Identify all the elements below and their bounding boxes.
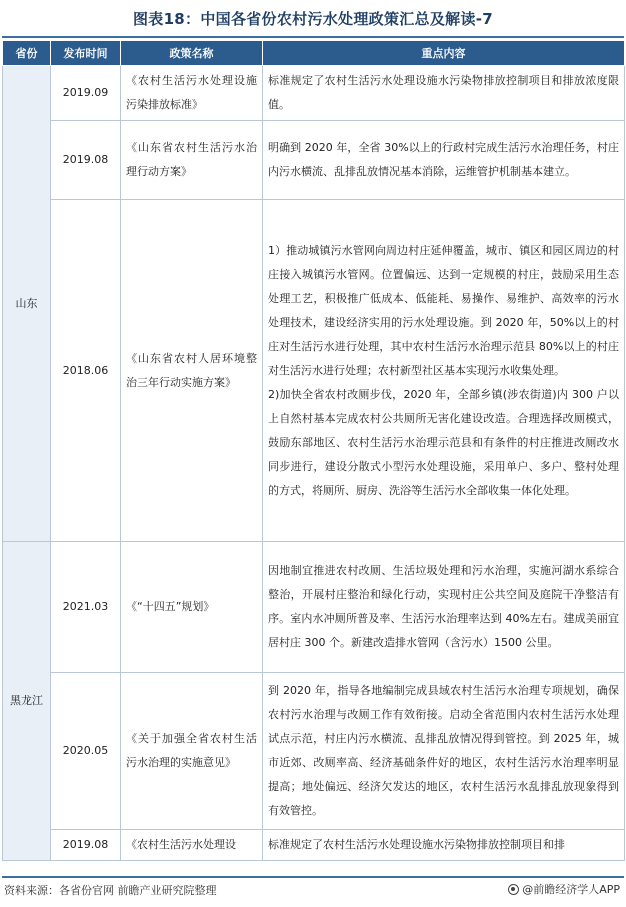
policy-name-cell: 《山东省农村人居环境整治三年行动实施方案》: [121, 200, 263, 542]
table-row: [3, 673, 625, 830]
content-cell: [263, 200, 625, 542]
content-paragraph: 2)加快全省农村改厕步伐，2020 年，全部乡镇(涉农街道)内 300 户以上自然村基本完成农村公共厕所无害化建设改造。合理选择改厕模式，鼓励东部地区、农村生活污水治理示范县和有条件的村庄推进改厕改水同步进行，建设分散式小型污水处理设施，采用单户、多户、整村处理的方式，将厕所、厨房、洗浴等生活污水全部收集一体化处理。: [268, 387, 619, 497]
date-cell: 2019.09: [51, 66, 121, 121]
chart-title: 图表18：中国各省份农村污水处理政策汇总及解读-7: [132, 10, 494, 28]
content-cell: [263, 673, 625, 830]
policy-name-cell: 《山东省农村生活污水治理行动方案》: [121, 121, 263, 200]
header-province: 省份: [3, 41, 51, 66]
header-key-content: 重点内容: [263, 41, 625, 66]
content-paragraph: 明确到 2020 年，全省 30%以上的行政村完成生活污水治理任务，村庄内污水横流、乱排乱放情况基本消除，运维管护机制基本建立。: [268, 141, 619, 178]
content-paragraph: 标准规定了农村生活污水处理设施水污染物排放控制项目和排放浓度限值。: [268, 74, 619, 111]
content-cell: [263, 542, 625, 673]
policy-name-cell: 《“十四五”规划》: [121, 542, 263, 673]
content-paragraph: 1）推动城镇污水管网向周边村庄延伸覆盖，城市、镇区和园区周边的村庄接入城镇污水管网。位置偏远、达到一定规模的村庄，鼓励采用生态处理工艺，积极推广低成本、低能耗、易操作、易维护、高效率的污水处理技术，建设经济实用的污水处理设施。到 2020 年，50%以上的村庄对生活污水进行处理，其中农村生活污水治理示范县 80%以上的村庄对生活污水进行处理；农村新型社区基本实现污水收集处理。: [268, 243, 619, 377]
policy-name-cell: 《关于加强全省农村生活污水治理的实施意见》: [121, 673, 263, 830]
credit: [508, 881, 620, 897]
content-cell: [263, 121, 625, 200]
header-policy-name: 政策名称: [121, 41, 263, 66]
credit-text: @前瞻经济学人APP: [522, 883, 620, 896]
policy-table: [2, 40, 625, 861]
table-row: [3, 200, 625, 542]
date-cell: 2020.05: [51, 673, 121, 830]
content-paragraph: 标准规定了农村生活污水处理设施水污染物排放控制项目和排: [268, 838, 565, 851]
date-cell: 2019.08: [51, 121, 121, 200]
header-date: 发布时间: [51, 41, 121, 66]
policy-name-cell: 《农村生活污水处理设: [121, 830, 263, 861]
table-row: [3, 830, 625, 861]
title-divider: [2, 36, 624, 38]
qianzhan-logo-icon: [508, 884, 519, 895]
table-header-row: [3, 41, 625, 66]
province-cell: 山东: [3, 66, 51, 542]
content-cell: [263, 830, 625, 861]
date-cell: 2021.03: [51, 542, 121, 673]
table-row: [3, 121, 625, 200]
date-cell: 2019.08: [51, 830, 121, 861]
footer-divider: [2, 876, 624, 878]
table-row: [3, 542, 625, 673]
date-cell: 2018.06: [51, 200, 121, 542]
province-cell: 黑龙江: [3, 542, 51, 861]
content-paragraph: 到 2020 年，指导各地编制完成县域农村生活污水治理专项规划，确保农村污水治理与改厕工作有效衔接。启动全省范围内农村生活污水处理试点示范，村庄内污水横流、乱排乱放情况得到管控。到 2025 年，城市近郊、改厕率高、经济基础条件好的地区，农村生活污水治理率明显提高；地处偏远、经济欠发达的地区，农村生活污水乱排乱放现象得到有效管控。: [268, 684, 619, 817]
content-paragraph: 因地制宜推进农村改厕、生活垃圾处理和污水治理，实施河湖水系综合整治，开展村庄整治和绿化行动，实现村庄公共空间及庭院干净整洁有序。室内水冲厕所普及率、生活污水治理率达到 40%左右。建成美丽宜居村庄 300 个。新建改造排水管网（含污水）1500 公里。: [268, 564, 619, 649]
table-row: [3, 66, 625, 121]
policy-name-cell: 《农村生活污水处理设施污染排放标准》: [121, 66, 263, 121]
source-note: 资料来源：各省份官网 前瞻产业研究院整理: [4, 884, 217, 897]
content-cell: [263, 66, 625, 121]
